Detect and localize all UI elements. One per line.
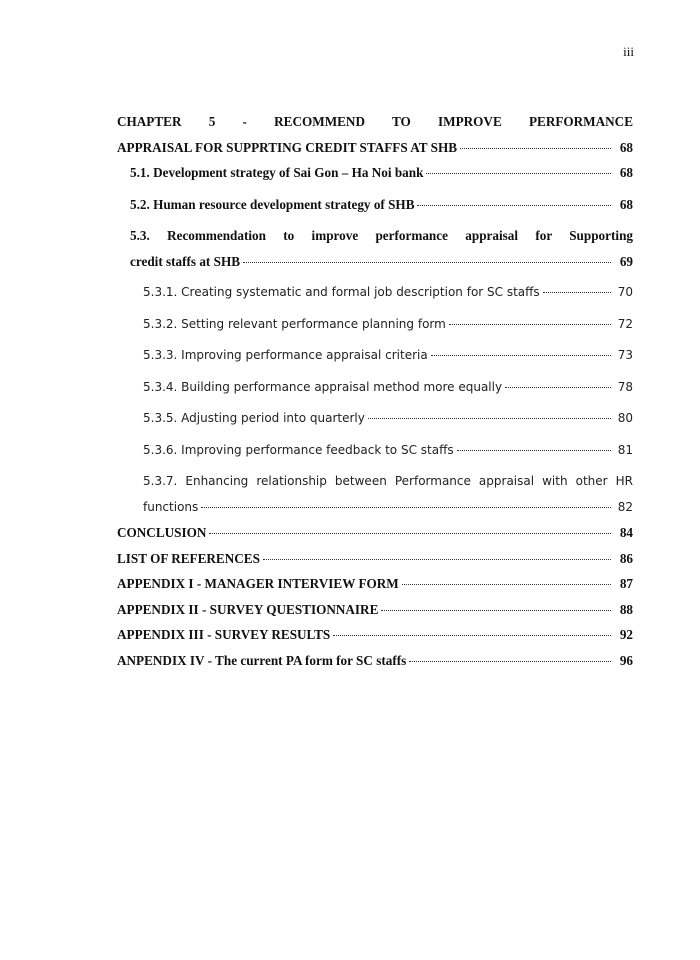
toc-entry-5-3-3[interactable] [117, 343, 633, 369]
toc-entry-5-3-5[interactable] [117, 406, 633, 432]
toc-entry-title: ANPENDIX IV - The current PA form for SC staffs [117, 652, 407, 668]
dot-leader [333, 634, 611, 636]
toc-entry-5-3-1[interactable] [117, 280, 633, 306]
dot-leader [449, 323, 611, 325]
dot-leader [409, 660, 611, 662]
toc-page-number: 72 [617, 316, 633, 331]
toc-entry-appendix-2[interactable] [117, 597, 633, 623]
toc-page-number: 92 [619, 627, 633, 642]
dot-leader [381, 609, 611, 611]
toc-entry-5-3-7-line2: functions [143, 499, 199, 514]
toc-entry-chapter-5-line1: CHAPTER 5 - RECOMMEND TO IMPROVE PERFORMANCE [117, 114, 633, 129]
toc-entry-title: LIST OF REFERENCES [117, 550, 260, 566]
toc-entry-5-3-2[interactable] [117, 312, 633, 338]
toc-entry-5-3-4[interactable] [117, 375, 633, 401]
toc-entry-5-3[interactable] [117, 223, 633, 274]
toc-page-number: 73 [617, 348, 633, 362]
toc-entry-appendix-3[interactable] [117, 622, 633, 648]
toc-entry-5-3-6[interactable] [117, 438, 633, 464]
toc-entry-5-3-7-line1: 5.3.7. Enhancing relationship between Performance appraisal with other HR [143, 474, 633, 488]
toc-entry-conclusion[interactable] [117, 520, 633, 546]
dot-leader [457, 449, 611, 451]
toc-page-number: 68 [619, 139, 633, 155]
dot-leader [431, 354, 611, 356]
toc-page-number: 70 [617, 285, 633, 299]
toc-entry-title: 5.3.5. Adjusting period into quarterly [143, 411, 365, 425]
toc-entry-5-3-line1: 5.3. Recommendation to improve performance appraisal for Supporting [130, 228, 633, 243]
toc-entry-title: 5.2. Human resource development strategy of SHB [130, 196, 415, 212]
dot-leader [402, 583, 611, 585]
toc-page-number: 68 [619, 196, 633, 212]
toc-entry-appendix-1[interactable] [117, 571, 633, 597]
dot-leader [426, 172, 611, 174]
dot-leader [243, 261, 611, 263]
toc-entry-5-2[interactable] [117, 192, 633, 218]
table-of-contents [117, 109, 633, 673]
toc-entry-chapter-5-line2: APPRAISAL FOR SUPPRTING CREDIT STAFFS AT SHB [117, 139, 458, 155]
toc-page-number: 88 [619, 601, 633, 617]
toc-entry-appendix-4[interactable] [117, 648, 633, 674]
toc-entry-title: APPENDIX II - SURVEY QUESTIONNAIRE [117, 601, 379, 617]
toc-page-number: 68 [619, 165, 633, 180]
toc-entry-title: 5.3.3. Improving performance appraisal criteria [143, 348, 428, 362]
toc-page-number: 80 [617, 411, 633, 425]
dot-leader [417, 204, 611, 206]
toc-page-number: 86 [619, 550, 633, 566]
dot-leader [263, 558, 611, 560]
dot-leader [460, 147, 611, 149]
toc-entry-title: 5.3.1. Creating systematic and formal job description for SC staffs [143, 285, 540, 299]
toc-entry-title: APPENDIX III - SURVEY RESULTS [117, 627, 331, 642]
toc-entry-title: 5.3.6. Improving performance feedback to SC staffs [143, 442, 454, 457]
dot-leader [543, 291, 611, 293]
toc-entry-title: 5.1. Development strategy of Sai Gon – Ha Noi bank [130, 165, 424, 180]
dot-leader [505, 386, 611, 388]
toc-page-number: 82 [617, 499, 633, 514]
toc-entry-chapter-5[interactable] [117, 109, 633, 160]
toc-entry-title: 5.3.4. Building performance appraisal method more equally [143, 379, 503, 394]
toc-page-number: 78 [617, 379, 633, 394]
page-number: iii [623, 44, 634, 59]
toc-page-number: 87 [619, 576, 633, 591]
toc-page-number: 69 [619, 253, 633, 269]
toc-entry-title: APPENDIX I - MANAGER INTERVIEW FORM [117, 576, 399, 591]
toc-page-number: 81 [617, 442, 633, 457]
toc-entry-5-3-line2: credit staffs at SHB [130, 253, 241, 269]
toc-page-number: 96 [619, 652, 633, 668]
toc-entry-5-1[interactable] [117, 160, 633, 186]
toc-entry-title: 5.3.2. Setting relevant performance planning form [143, 316, 446, 331]
toc-page-number: 84 [619, 525, 633, 540]
dot-leader [201, 506, 611, 508]
toc-entry-title: CONCLUSION [117, 525, 207, 540]
dot-leader [209, 532, 611, 534]
toc-entry-5-3-7[interactable] [117, 469, 633, 520]
dot-leader [368, 417, 611, 419]
toc-entry-references[interactable] [117, 546, 633, 572]
